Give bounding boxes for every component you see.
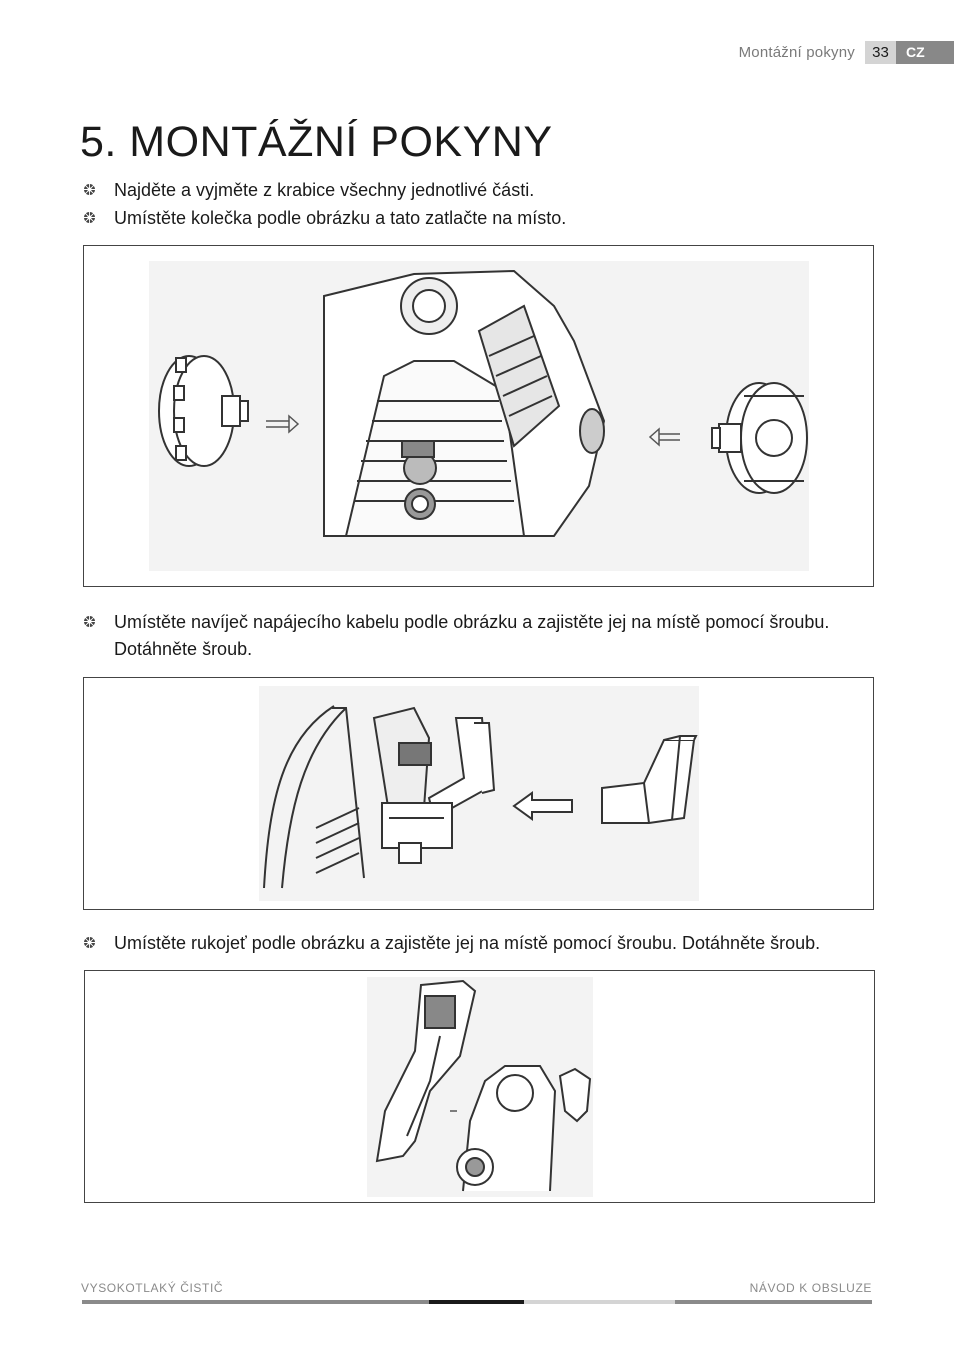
wheel-assembly-illustration bbox=[84, 246, 873, 586]
instruction-text: Umístěte rukojeť podle obrázku a zajistěte jej na místě pomocí šroubu. Dotáhněte šroub. bbox=[114, 933, 821, 953]
figure-cable-reel-assembly bbox=[83, 677, 874, 910]
header-language-tab: CZ bbox=[896, 41, 954, 64]
cable-reel-illustration bbox=[84, 678, 873, 909]
page-header bbox=[739, 41, 954, 64]
instruction-item bbox=[83, 930, 863, 957]
figure-wheel-assembly bbox=[83, 245, 874, 587]
instruction-item bbox=[83, 177, 863, 204]
footer-bar-segment bbox=[524, 1300, 675, 1304]
instruction-text-continued: Dotáhněte šroub. bbox=[114, 639, 253, 659]
footer-bar-segment bbox=[82, 1300, 429, 1304]
instruction-item bbox=[83, 609, 863, 663]
footer-bar-segment bbox=[675, 1300, 872, 1304]
footer-product-name: VYSOKOTLAKÝ ČISTIČ bbox=[81, 1281, 224, 1295]
footer-bar-segment bbox=[429, 1300, 524, 1304]
header-section-title: Montážní pokyny bbox=[738, 44, 855, 61]
instruction-text: Umístěte navíječ napájecího kabelu podle obrázku a zajistěte jej na místě pomocí šroubu. bbox=[114, 612, 830, 632]
instruction-text: Umístěte kolečka podle obrázku a tato zatlačte na místo. bbox=[114, 208, 567, 228]
header-page-number: 33 bbox=[865, 41, 896, 64]
instruction-item bbox=[83, 205, 863, 232]
instruction-text: Najděte a vyjměte z krabice všechny jednotlivé části. bbox=[114, 180, 535, 200]
bullet-flower-icon bbox=[83, 936, 96, 949]
bullet-flower-icon bbox=[83, 211, 96, 224]
page-title: 5. MONTÁŽNÍ POKYNY bbox=[80, 118, 553, 166]
figure-handle-assembly bbox=[84, 970, 875, 1203]
bullet-flower-icon bbox=[83, 615, 96, 628]
bullet-flower-icon bbox=[83, 183, 96, 196]
footer-manual-name: NÁVOD K OBSLUZE bbox=[749, 1281, 872, 1295]
handle-assembly-illustration bbox=[85, 971, 874, 1202]
